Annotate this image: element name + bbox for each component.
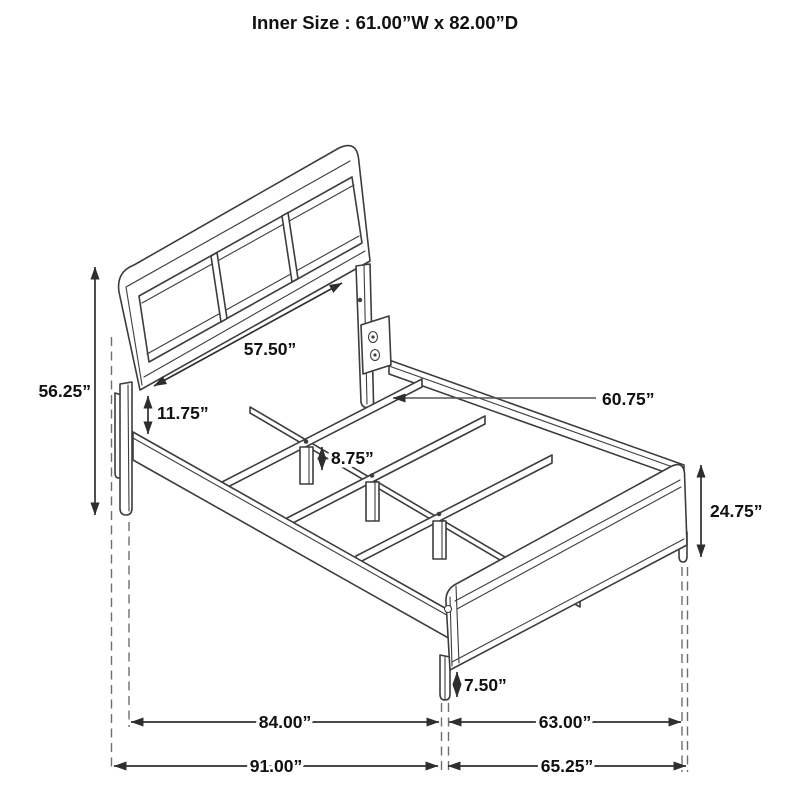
bracket-bolt-1-center [371, 335, 374, 338]
slat-1 [222, 379, 422, 490]
dim-label-support-leg-height: 8.75” [331, 448, 374, 468]
dim-label-overall-width: 65.25” [540, 756, 594, 776]
dim-label-panel-to-rail-gap: 11.75” [157, 403, 209, 423]
bracket-bolt-2-center [373, 353, 376, 356]
support-leg-3 [433, 521, 446, 559]
bracket-plate [361, 316, 391, 374]
dim-label-headboard-width: 57.50” [243, 339, 297, 359]
dim-label-footboard-leg-height: 7.50” [464, 675, 507, 695]
leg-screw-dot [358, 298, 362, 302]
side-rail-far [389, 360, 684, 479]
dim-label-overall-length: 91.00” [249, 756, 303, 776]
mounting-bracket [361, 316, 391, 374]
footboard-bolt [445, 606, 452, 613]
side-rail-far-rim [389, 366, 684, 471]
dim-label-headboard-height: 56.25” [38, 381, 91, 401]
slat-screw-3 [437, 512, 442, 517]
slat-screw-1 [304, 439, 309, 444]
dim-label-slat-length: 60.75” [602, 389, 655, 409]
dim-label-frame-length: 84.00” [258, 712, 312, 732]
diagram-title: Inner Size : 61.00”W x 82.00”D [251, 12, 519, 33]
side-rail-far-body [389, 360, 684, 479]
support-leg-2 [366, 482, 379, 521]
dim-label-footboard-height: 24.75” [710, 501, 763, 521]
support-leg-1 [300, 447, 313, 484]
dim-label-footboard-width: 63.00” [538, 712, 592, 732]
slat-screw-2 [370, 473, 375, 478]
headboard-left-leg [120, 382, 132, 515]
